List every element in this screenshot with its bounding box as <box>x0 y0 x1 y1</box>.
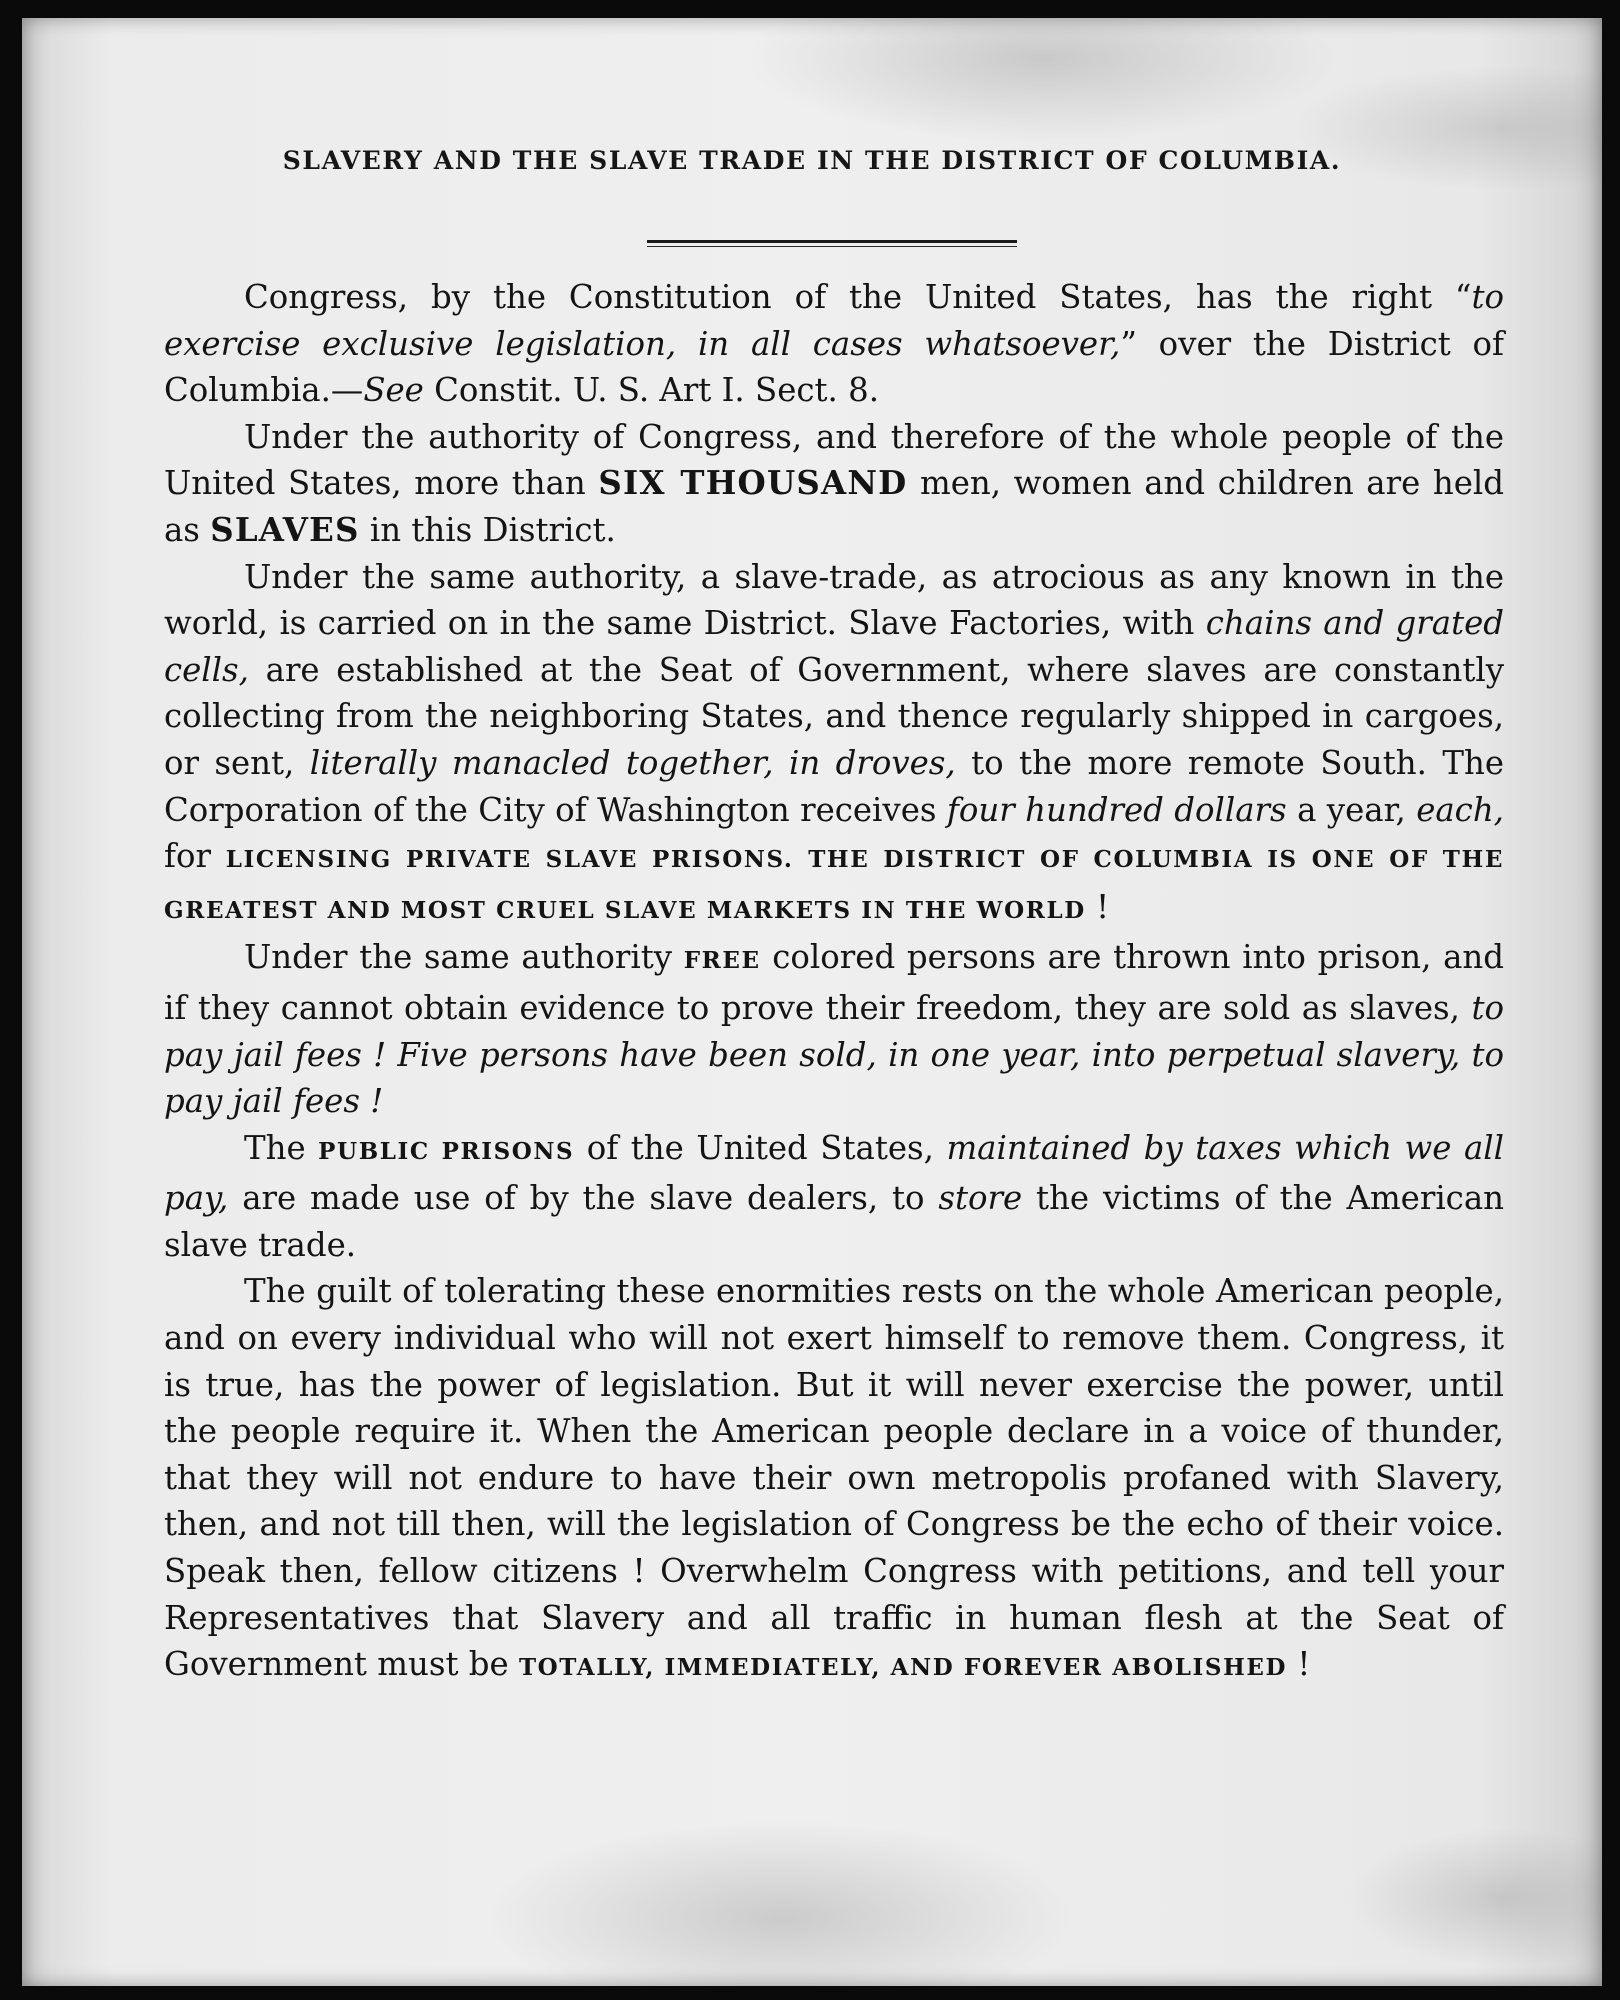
text-segment-italic: maintained by taxes which we all pay, <box>164 1128 1504 1218</box>
text-segment-normal: The guilt of tolerating these enormities rests on the whole American people, and on every individual who will not exert himself to remove them. Congress, it is true, has the power of legislation. But it will never exercise the power, until the people require it. When the American people declare in a voice of thunder, that they will not endure to have their own metropolis profaned with Slavery, then, and not till then, will the legislation of Congress be the echo of their voice. Speak then, fellow citizens ! Overwhelm Congress with petitions, and tell your Representatives that Slavery and all traffic in human flesh at the Seat of Government must be <box>164 1272 1504 1684</box>
text-segment-italic: chains and grated cells, <box>164 604 1504 689</box>
text-segment-normal: Under the same authority, a slave-trade, as atrocious as any known in the world, is carried on in the same District. Slave Factories, with <box>164 557 1504 643</box>
text-segment-normal: are made use of by the slave dealers, to <box>228 1179 939 1218</box>
text-segment-italic: literally manacled together, in droves, <box>309 743 956 782</box>
text-segment-smallcaps: FREE <box>683 947 761 975</box>
text-segment-normal <box>793 837 808 875</box>
text-segment-normal: Congress, by the Constitution of the United States, has the right “ <box>244 278 1472 316</box>
text-segment-normal: The <box>244 1128 319 1167</box>
text-segment-italic: See <box>363 371 424 410</box>
paragraph-six-thousand-slaves <box>164 414 1504 554</box>
text-segment-smallcaps: TOTALLY, IMMEDIATELY, AND FOREVER ABOLISHED <box>518 1654 1288 1682</box>
document-body <box>164 274 1504 1692</box>
text-segment-normal: of the United States, <box>574 1128 947 1167</box>
text-segment-italic: each, <box>1416 790 1504 829</box>
paragraph-free-colored-persons <box>164 934 1504 1124</box>
paragraph-public-prisons <box>164 1125 1504 1269</box>
text-segment-bold: SLAVES <box>210 510 360 549</box>
title-rule <box>647 240 1017 247</box>
text-segment-normal: ! <box>1085 887 1110 926</box>
text-segment-italic: to exercise exclusive legislation, in all cases whatsoever, <box>164 278 1504 363</box>
text-segment-normal: are established at the Seat of Government, where slaves are constantly collecting from the neighboring States, and thence regularly shipped in cargoes, or sent, <box>164 650 1504 782</box>
text-segment-normal: colored persons are thrown into prison, and if they cannot obtain evidence to prove their freedom, they are sold as slaves, <box>164 938 1504 1027</box>
text-segment-normal <box>877 1036 888 1074</box>
text-segment-italic: four hundred dollars <box>946 790 1287 829</box>
paragraph-constitution <box>164 274 1504 414</box>
text-segment-normal: ! <box>1287 1645 1311 1684</box>
text-segment-normal: ” over the District of Columbia.— <box>164 324 1505 410</box>
text-segment-normal: men, women and children are held as <box>164 464 1504 549</box>
text-segment-italic: to pay jail fees ! Five persons have been sold, <box>164 988 1504 1074</box>
text-segment-normal: Under the same authority <box>244 938 684 977</box>
text-segment-normal: in this District. <box>359 510 616 549</box>
text-segment-bold: SIX THOUSAND <box>598 464 908 503</box>
text-segment-normal: to the more remote South. The Corporation of the City of Washington receives <box>164 743 1504 829</box>
title-rule-thick <box>647 240 1017 243</box>
title-rule-thin <box>647 246 1017 247</box>
text-segment-smallcaps: PUBLIC PRISONS <box>318 1137 575 1165</box>
text-segment-smallcaps: THE DISTRICT OF COLUMBIA IS ONE OF THE GREATEST AND MOST CRUEL SLAVE MARKETS IN THE WORLD <box>164 846 1504 924</box>
text-segment-smallcaps: LICENSING PRIVATE SLAVE PRISONS. <box>225 846 794 874</box>
document-title: SLAVERY AND THE SLAVE TRADE IN THE DISTRICT OF COLUMBIA. <box>282 146 1342 175</box>
text-segment-normal: the victims of the American slave trade. <box>164 1179 1504 1264</box>
broadside-page <box>22 18 1602 1986</box>
text-segment-italic: in one year, into perpetual slavery, to pay jail fees ! <box>164 1035 1504 1121</box>
text-segment-normal: Constit. U. S. Art I. Sect. 8. <box>423 371 880 410</box>
text-segment-normal: for <box>164 837 226 876</box>
text-segment-normal: a year, <box>1286 790 1417 829</box>
text-segment-italic: store <box>938 1179 1023 1218</box>
text-segment-normal: Under the authority of Congress, and therefore of the whole people of the United States, more than <box>164 417 1504 503</box>
paragraph-call-to-action <box>164 1268 1504 1691</box>
paragraph-slave-trade <box>164 554 1504 935</box>
